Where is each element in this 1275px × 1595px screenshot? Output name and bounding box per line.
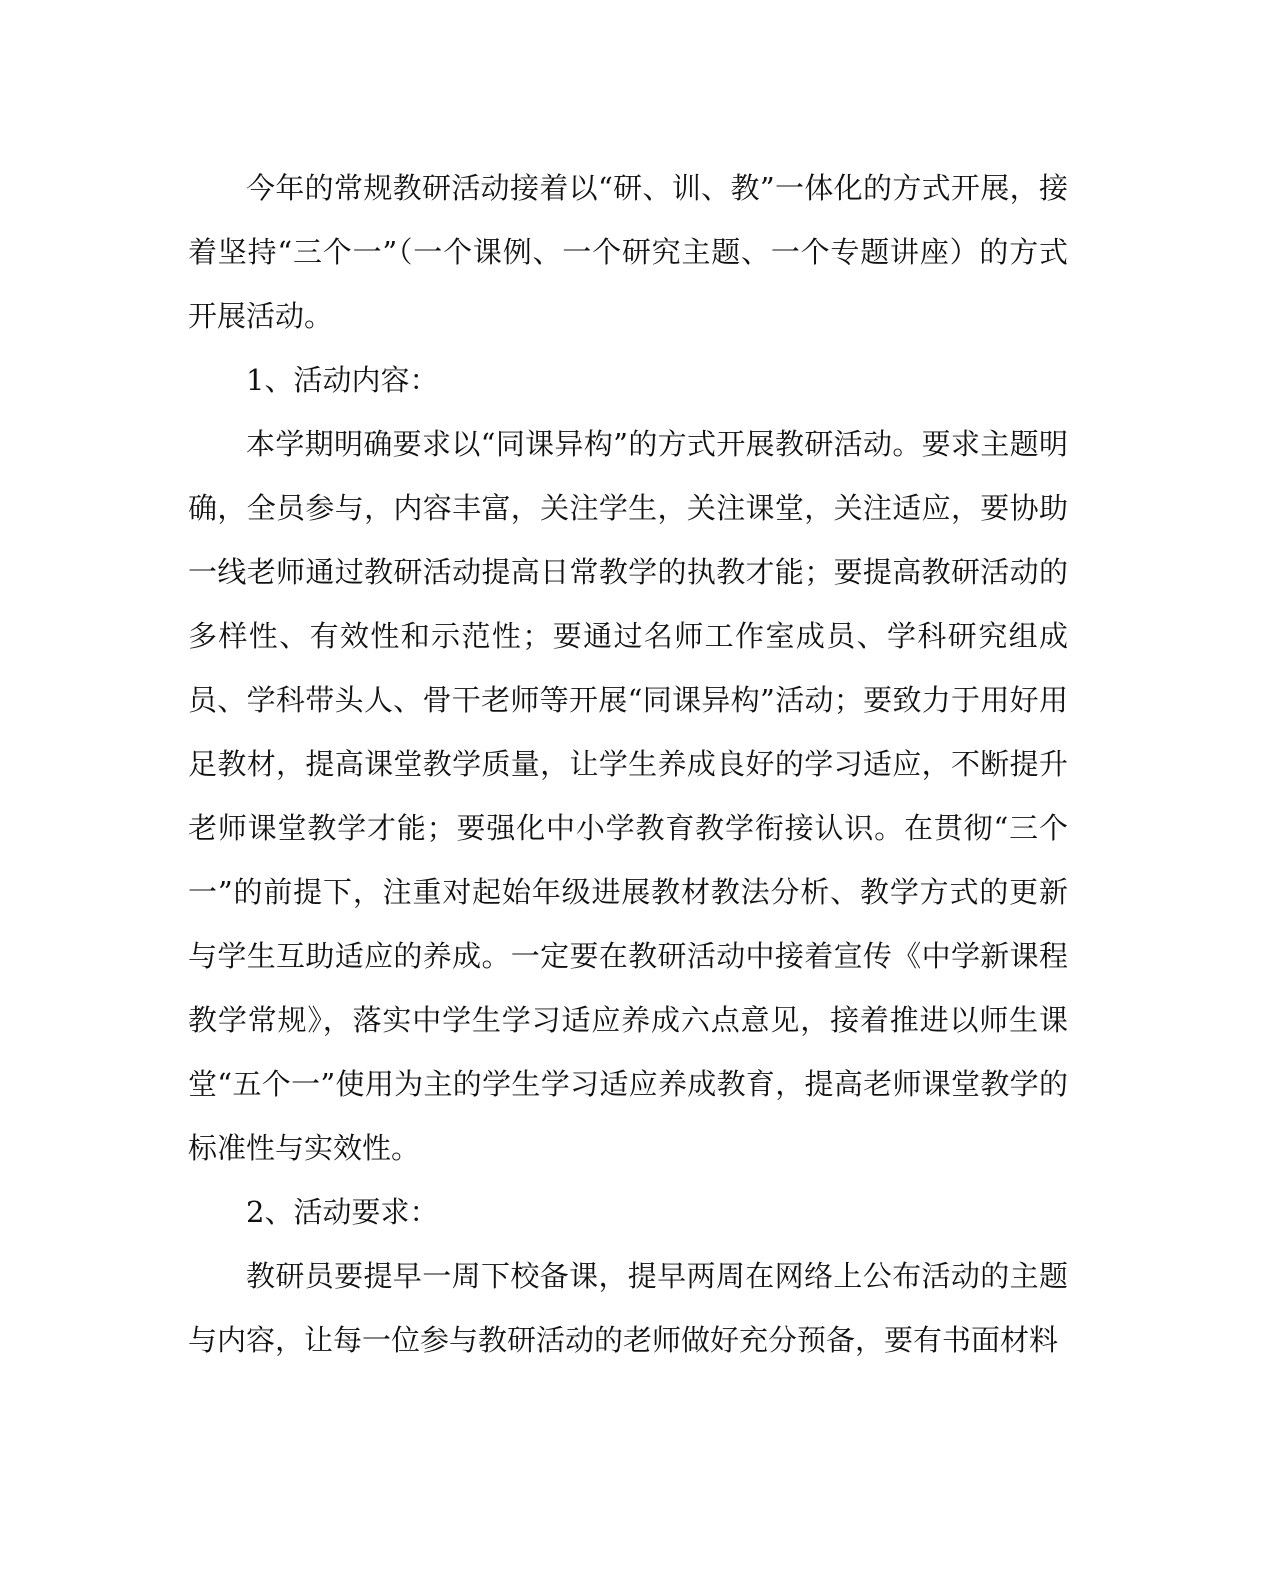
paragraph-activity-requirements: 教研员要提早一周下校备课，提早两周在网络上公布活动的主题与内容，让每一位参与教研活动的老师做好充分预备，要有书面材料: [188, 1259, 1068, 1357]
document-body: [188, 156, 1068, 1372]
heading-activity-content: 1、活动内容：: [246, 363, 439, 397]
paragraph-intro: 今年的常规教研活动接着以“研、训、教”一体化的方式开展，接着坚持“三个一”（一个课例、一个研究主题、一个专题讲座）的方式开展活动。: [188, 171, 1068, 333]
heading-activity-requirements: 2、活动要求：: [246, 1195, 439, 1229]
paragraph-activity-content: 本学期明确要求以“同课异构”的方式开展教研活动。要求主题明确，全员参与，内容丰富，关注学生，关注课堂，关注适应，要协助一线老师通过教研活动提高日常教学的执教才能；要提高教研活动的多样性、有效性和示范性；要通过名师工作室成员、学科研究组成员、学科带头人、骨干老师等开展“同课异构”活动；要致力于用好用足教材，提高课堂教学质量，让学生养成良好的学习适应，不断提升老师课堂教学才能；要强化中小学教育教学衔接认识。在贯彻“三个一”的前提下，注重对起始年级进展教材教法分析、教学方式的更新与学生互助适应的养成。一定要在教研活动中接着宣传《中学新课程教学常规》，落实中学生学习适应养成六点意见，接着推进以师生课堂“五个一”使用为主的学生学习适应养成教育，提高老师课堂教学的标准性与实效性。: [188, 427, 1068, 1165]
